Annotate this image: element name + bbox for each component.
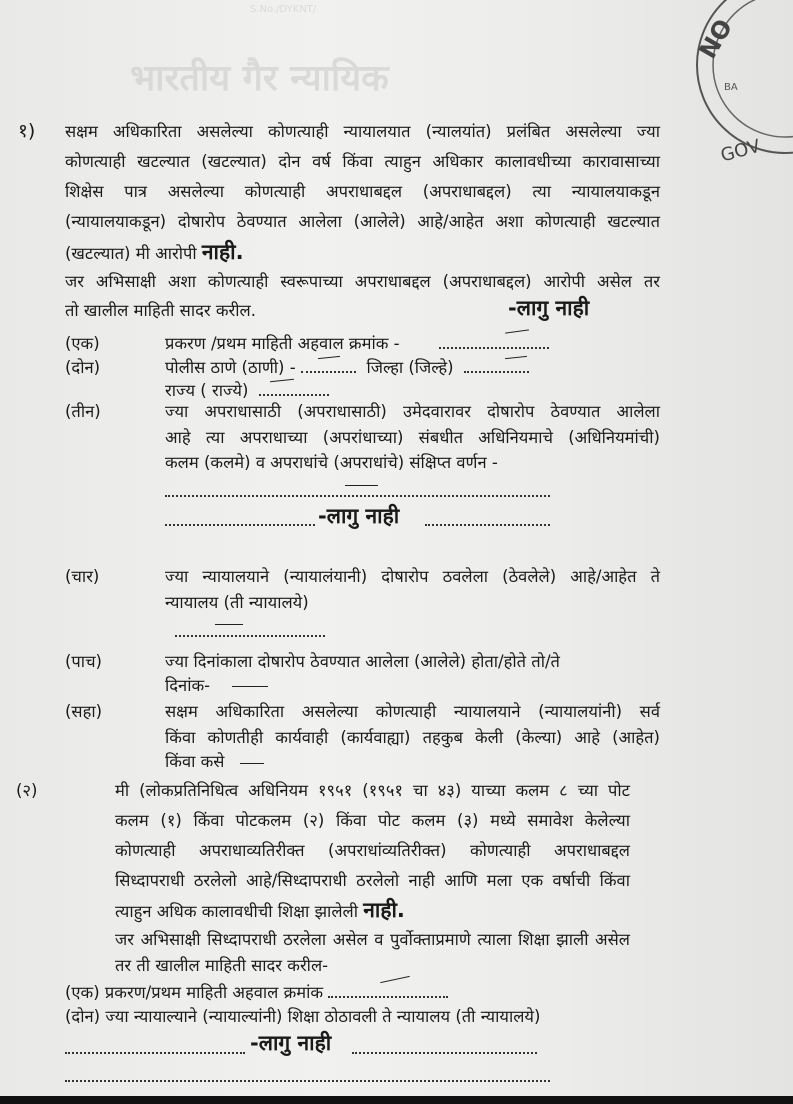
section-2-line: मी (लोकप्रतिनिधित्व अधिनियम १९५१ (१९५१ चा ४३) याच्या कलम ८ च्या पोट <box>115 781 630 800</box>
section-2-nahi: नाही. <box>363 898 405 922</box>
item-label: (दोन) <box>65 1007 101 1026</box>
item-teen-line: आहे त्या अपराधाच्या (अपरांधाच्या) संबधीत अधिनियमाचे (अधिनियमांची) <box>165 428 660 447</box>
item-text: जिल्हा (जिल्हे) <box>366 358 454 377</box>
section-1-line <box>65 241 244 265</box>
blank-field <box>439 335 549 349</box>
section-2-line: सिध्दापराधी ठरलेलो आहे/सिध्दापराधी ठरलेलो नाही आणि मला एक वर्षाची किंवा <box>115 871 630 890</box>
section-2-condition: तर ती खालील माहिती सादर करील- <box>115 956 329 975</box>
section-2-number: (२) <box>16 781 38 800</box>
faint-serial-bleed: S.No./DYKNT/ <box>250 4 317 15</box>
section-2-line: कलम (१) किंवा पोटकलम (२) किंवा पोट कलम (३) मध्ये समावेश केलेल्या <box>115 811 630 830</box>
item-saha-line: किंवा कोणतीही कार्यवाही (कार्यवाह्या) तहकुब केली (केल्या) आहे (आहेत) <box>165 728 660 747</box>
item-saha-line: सक्षम अधिकारिता असलेल्या कोणत्याही न्यायालयाने (न्यायालयांनी) सर्व <box>165 702 660 721</box>
blank-field <box>165 483 550 497</box>
blank-field <box>328 984 448 998</box>
svg-text:GOV: GOV <box>718 135 763 167</box>
section-1-line-text: (खटल्यात) मी आरोपी <box>65 244 197 263</box>
item-text: राज्य ( राज्ये) <box>165 381 249 400</box>
blank-field <box>425 512 550 526</box>
handwritten-dash <box>240 763 264 764</box>
item-don-state <box>165 380 329 402</box>
blank-field <box>65 1068 550 1082</box>
section-1-line: सक्षम अधिकारिता असलेल्या कोणत्याही न्यायालयात (न्यालयांत) प्रलंबित असलेल्या ज्या <box>65 122 660 141</box>
item-text: पोलीस ठाणे (ठाणी) - <box>165 358 296 377</box>
item-pach-line: दिनांक- <box>165 676 211 695</box>
item-label: (सहा) <box>65 702 103 721</box>
section-2-item-don <box>65 1006 540 1028</box>
section-2-line-text: त्याहुन अधिक कालावधीची शिक्षा झालेली <box>115 902 358 921</box>
svg-text:NO: NO <box>693 14 739 64</box>
item-label: (दोन) <box>65 358 101 377</box>
item-label: (पाच) <box>65 652 102 671</box>
section-2-condition: जर अभिसाक्षी सिध्दापराधी ठरलेला असेल व पुर्वोक्ताप्रमाणे त्याला शिक्षा झाली असेल <box>115 930 630 949</box>
blank-field <box>175 623 325 637</box>
item-text: ज्या न्यायाल्याने (न्यायाल्यांनी) शिक्षा ठोठावली ते न्यायालय (ती न्यायालये) <box>105 1007 541 1026</box>
item-ek-text <box>165 333 549 355</box>
item-char-line: ज्या न्यायालयाने (न्यायालंयानी) दोषारोप ठवलेला (ठेवलेले) आहे/आहेत ते <box>165 567 660 586</box>
blank-field <box>301 359 356 373</box>
handwritten-dash <box>232 686 268 687</box>
item-label: (एक) <box>65 983 100 1002</box>
item-label: (चार) <box>65 567 100 586</box>
faint-title-bleed: भारतीय गैर न्यायिक <box>130 58 389 99</box>
section-1-not-applicable: -लागु नाही <box>508 296 590 320</box>
section-2-not-applicable: -लागु नाही <box>250 1031 332 1055</box>
item-teen-line: ज्या अपराधासाठी (अपराधासाठी) उमेदवारावर दोषारोप ठेवण्यात आलेला <box>165 402 660 421</box>
item-label: (एक) <box>65 334 100 353</box>
section-1-nahi: नाही. <box>201 240 244 264</box>
blank-field <box>165 512 315 526</box>
section-1-line: शिक्षेस पात्र असलेल्या कोणत्याही अपराधाबद्दल (अपराधाबद्दल) त्या न्यायालयाकडून <box>65 182 660 201</box>
blank-field <box>259 382 329 396</box>
item-pach-line: ज्या दिनांकाला दोषारोप ठेवण्यात आलेला (आलेले) होता/होते तो/ते <box>165 652 560 671</box>
blank-field <box>65 1040 245 1054</box>
seal-stamp <box>690 0 793 170</box>
blank-field <box>464 359 529 373</box>
item-don-text <box>165 357 529 379</box>
item-text: प्रकरण /प्रथम माहिती अहवाल क्रमांक - <box>165 334 400 353</box>
section-2-line: कोणत्याही अपराधाव्यतिरीक्त (अपराधांव्यतिरीक्त) कोणत्याही अपराधाबद्दल <box>115 841 630 860</box>
section-1-condition: तो खालील माहिती सादर करील. <box>65 301 256 320</box>
section-1-line: कोणत्याही खटल्यात (खटल्यात) दोन वर्ष किंवा त्याहुन अधिकार कालावधीच्या कारावासाच्या <box>65 152 660 171</box>
section-2-item-ek <box>65 982 448 1004</box>
section-1-number: १) <box>18 120 36 142</box>
item-char-line: न्यायालय (ती न्यायालये) <box>165 593 309 612</box>
item-teen-not-applicable: -लागु नाही <box>318 504 400 528</box>
section-1-condition: जर अभिसाक्षी अशा कोणत्याही स्वरूपाच्या अपराधाबद्दल (अपराधाबद्दल) आरोपी असेल तर <box>65 272 660 291</box>
blank-field <box>352 1040 537 1054</box>
section-1-line: (न्यायालयाकडून) दोषारोप ठेवण्यात आलेला (आलेले) आहे/आहेत अशा कोणत्याही खटल्यात <box>65 212 660 231</box>
svg-text:BA: BA <box>724 82 738 93</box>
item-text: प्रकरण/प्रथम माहिती अहवाल क्रमांक <box>104 983 324 1002</box>
item-saha-line: किंवा कसे <box>165 752 225 771</box>
item-label: (तीन) <box>65 402 101 421</box>
section-2-line <box>115 899 405 923</box>
scan-edge <box>0 1096 793 1104</box>
item-teen-line: कलम (कलमे) व अपराधांचे (अपराधांचे) संक्षिप्त वर्णन - <box>165 453 498 472</box>
